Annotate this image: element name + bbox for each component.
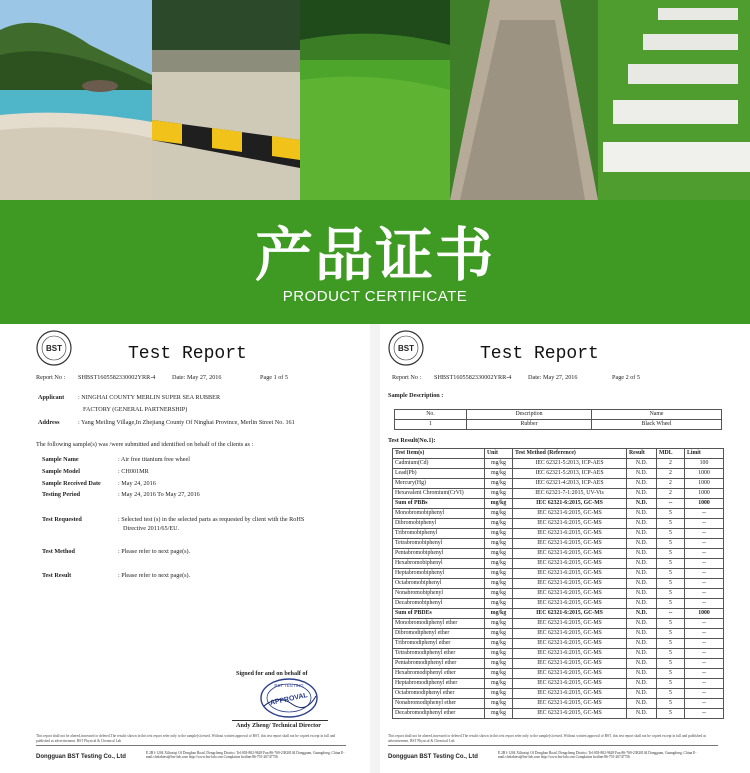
table-cell: N.D. — [627, 549, 657, 559]
table-cell: 5 — [657, 599, 685, 609]
test-report-page-1 — [0, 324, 370, 773]
table-cell: Lead(Pb) — [393, 469, 485, 479]
table-cell: mg/kg — [485, 689, 513, 699]
table-cell: IEC 62321-6:2015, GC-MS — [513, 549, 627, 559]
table-cell: 1000 — [685, 489, 724, 499]
table-cell: mg/kg — [485, 579, 513, 589]
page-number: Page 1 of 5 — [260, 374, 289, 381]
table-row — [393, 699, 724, 709]
table-row — [393, 619, 724, 629]
page-number: Page 2 of 5 — [612, 374, 641, 381]
photo-collage — [0, 0, 750, 200]
signer-name: Andy Zheng/ Technical Director — [236, 722, 321, 729]
table-cell: Monobromobiphenyl — [393, 509, 485, 519]
page-divider — [370, 324, 380, 773]
table-row — [393, 609, 724, 619]
bst-logo-icon — [388, 330, 424, 366]
table-cell: -- — [685, 539, 724, 549]
table-row — [393, 599, 724, 609]
table-cell: -- — [685, 669, 724, 679]
table-cell: 5 — [657, 699, 685, 709]
table-cell: IEC 62321-5:2013, ICP-AES — [513, 469, 627, 479]
table-cell: N.D. — [627, 619, 657, 629]
table-cell: N.D. — [627, 699, 657, 709]
table-row — [393, 499, 724, 509]
table-cell: 1000 — [685, 499, 724, 509]
table-cell: mg/kg — [485, 549, 513, 559]
test-result-table — [392, 448, 724, 719]
table-row — [393, 559, 724, 569]
table-cell: mg/kg — [485, 609, 513, 619]
table-cell: Tribromodiphenyl ether — [393, 639, 485, 649]
table-header-row — [393, 449, 724, 459]
table-cell: 5 — [657, 659, 685, 669]
table-cell: 5 — [657, 689, 685, 699]
logo-text: BST — [398, 344, 414, 353]
table-cell: Black Wheel — [592, 420, 722, 430]
speed-bump-photo — [152, 0, 300, 200]
table-cell: IEC 62321-6:2015, GC-MS — [513, 669, 627, 679]
table-cell: mg/kg — [485, 489, 513, 499]
footer-company-name: Dongguan BST Testing Co., Ltd — [388, 754, 478, 760]
pebble-path-photo — [450, 0, 598, 200]
table-row — [393, 689, 724, 699]
table-cell: IEC 62321-6:2015, GC-MS — [513, 629, 627, 639]
test-method-value: : Please refer to next page(s). — [118, 548, 191, 555]
table-row — [393, 479, 724, 489]
field-value: : May 24, 2016 — [118, 480, 156, 487]
table-cell: IEC 62321-6:2015, GC-MS — [513, 599, 627, 609]
table-cell: 100 — [685, 459, 724, 469]
table-cell: 5 — [657, 579, 685, 589]
table-cell: mg/kg — [485, 559, 513, 569]
table-cell: IEC 62321-6:2015, GC-MS — [513, 639, 627, 649]
table-cell: -- — [685, 619, 724, 629]
applicant-line-1: : NINGHAI COUNTY MERLIN SUPER SEA RUBBER — [78, 394, 221, 401]
table-row — [393, 629, 724, 639]
table-cell: Decabromodiphenyl ether — [393, 709, 485, 719]
table-cell: -- — [685, 549, 724, 559]
table-cell: mg/kg — [485, 679, 513, 689]
table-cell: Nonabromobiphenyl — [393, 589, 485, 599]
table-cell: 1000 — [685, 469, 724, 479]
table-header: Description — [467, 410, 592, 420]
footer-address: E.2B1-1204 Xiliuxiqi Of Dongbao Road, Dongcheng District. Tel:003-882-9628 Fax:86-769-23820104 Dongguan, Guangdong, China E-mail:chelabtest@bst-lab.com http://www.bst-lab.com Complaints hotline:86-755-26747756 — [498, 751, 697, 760]
field-label: Testing Period — [42, 491, 81, 498]
table-cell: N.D. — [627, 539, 657, 549]
table-cell: IEC 62321-5:2013, ICP-AES — [513, 459, 627, 469]
table-cell: N.D. — [627, 609, 657, 619]
table-header: Limit — [685, 449, 724, 459]
table-cell: N.D. — [627, 599, 657, 609]
table-row — [393, 679, 724, 689]
table-cell: N.D. — [627, 649, 657, 659]
table-cell: 5 — [657, 519, 685, 529]
field-label: Sample Model — [42, 468, 80, 475]
table-cell: IEC 62321-6:2015, GC-MS — [513, 579, 627, 589]
table-row — [393, 569, 724, 579]
table-cell: 5 — [657, 679, 685, 689]
footer-company-name: Dongguan BST Testing Co., Ltd — [36, 754, 126, 760]
table-cell: Dibromodiphenyl ether — [393, 629, 485, 639]
table-cell: -- — [685, 559, 724, 569]
field-value: : CH001MR — [118, 468, 149, 475]
test-report-page-2 — [380, 324, 750, 773]
table-cell: mg/kg — [485, 469, 513, 479]
table-cell: 1000 — [685, 479, 724, 489]
table-cell: 5 — [657, 629, 685, 639]
table-cell: N.D. — [627, 499, 657, 509]
table-cell: 5 — [657, 539, 685, 549]
table-cell: Octabromobiphenyl — [393, 579, 485, 589]
table-cell: -- — [657, 499, 685, 509]
table-cell: 5 — [657, 549, 685, 559]
table-cell: 5 — [657, 529, 685, 539]
table-cell: IEC 62321-7-1:2015, UV-Vis — [513, 489, 627, 499]
table-cell: 5 — [657, 639, 685, 649]
table-cell: Hexavalent Chromium(CrVI) — [393, 489, 485, 499]
table-cell: mg/kg — [485, 699, 513, 709]
table-cell: N.D. — [627, 639, 657, 649]
report-date: Date: May 27, 2016 — [172, 374, 222, 381]
disclaimer-text: This report shall not be altered,increased or deleted.The results shown in this test report refer only to the sample(s) tested. Without written approval of BST, this test report shall not be copied except in full and published as advertisement. BST Physical & Chemical Lab — [36, 734, 336, 743]
test-requested-line-1: : Selected test (s) in the selected parts as requested by client with the RoHS — [118, 516, 305, 523]
table-cell: 5 — [657, 669, 685, 679]
table-cell: IEC 62321-6:2015, GC-MS — [513, 689, 627, 699]
report-no-label: Report No : — [36, 374, 66, 381]
table-cell: IEC 62321-6:2015, GC-MS — [513, 529, 627, 539]
stepping-stones-photo — [598, 0, 750, 200]
table-row — [393, 509, 724, 519]
table-header: No. — [395, 410, 467, 420]
test-result-value: : Please refer to next page(s). — [118, 572, 191, 579]
table-cell: mg/kg — [485, 669, 513, 679]
table-row — [393, 519, 724, 529]
table-cell: Tribromobiphenyl — [393, 529, 485, 539]
address-value: : Yang Meiling Village,In Zhejiang County Of Ninghai Province, Merlin Street No. 161 — [78, 419, 295, 426]
table-cell: mg/kg — [485, 629, 513, 639]
table-cell: IEC 62321-6:2015, GC-MS — [513, 499, 627, 509]
table-cell: 1 — [395, 420, 467, 430]
table-cell: -- — [685, 509, 724, 519]
table-cell: -- — [685, 569, 724, 579]
table-cell: 5 — [657, 509, 685, 519]
table-cell: N.D. — [627, 569, 657, 579]
table-cell: Octabromodiphenyl ether — [393, 689, 485, 699]
banner-title-en: PRODUCT CERTIFICATE — [282, 288, 468, 305]
applicant-label: Applicant — [38, 394, 65, 401]
table-cell: IEC 62321-6:2015, GC-MS — [513, 589, 627, 599]
table-cell: N.D. — [627, 709, 657, 719]
table-cell: N.D. — [627, 659, 657, 669]
test-result-label: Test Result(No.1): — [388, 437, 436, 444]
beach-photo — [0, 0, 152, 200]
table-cell: 5 — [657, 559, 685, 569]
table-cell: IEC 62321-6:2015, GC-MS — [513, 569, 627, 579]
table-cell: -- — [685, 689, 724, 699]
table-row — [393, 529, 724, 539]
table-cell: Monobromodiphenyl ether — [393, 619, 485, 629]
report-title: Test Report — [128, 344, 247, 364]
table-cell: mg/kg — [485, 619, 513, 629]
table-cell: Pentabromobiphenyl — [393, 549, 485, 559]
table-cell: mg/kg — [485, 589, 513, 599]
table-cell: mg/kg — [485, 599, 513, 609]
table-cell: IEC 62321-6:2015, GC-MS — [513, 649, 627, 659]
table-cell: IEC 62321-6:2015, GC-MS — [513, 539, 627, 549]
table-cell: IEC 62321-6:2015, GC-MS — [513, 559, 627, 569]
table-cell: Sum of PBDEs — [393, 609, 485, 619]
table-cell: N.D. — [627, 469, 657, 479]
table-row — [393, 489, 724, 499]
table-cell: IEC 62321-6:2015, GC-MS — [513, 609, 627, 619]
table-cell: -- — [685, 629, 724, 639]
table-cell: N.D. — [627, 519, 657, 529]
table-cell: IEC 62321-6:2015, GC-MS — [513, 659, 627, 669]
table-cell: N.D. — [627, 489, 657, 499]
table-cell: 5 — [657, 589, 685, 599]
footer-address: E.2B1-1204 Xiliuxiqi Of Dongbao Road, Dongcheng District. Tel:003-882-9628 Fax:86-769-23820104 Dongguan, Guangdong, China E-mail:chelabtest@bst-lab.com http://www.bst-lab.com Complaints hotline:86-755-26747756 — [146, 751, 345, 760]
field-label: Sample Name — [42, 456, 79, 463]
table-cell: N.D. — [627, 479, 657, 489]
table-row — [393, 649, 724, 659]
table-cell: 2 — [657, 479, 685, 489]
stamp-top-text: BST TESTING — [274, 683, 304, 688]
report-no-label: Report No : — [392, 374, 422, 381]
table-cell: mg/kg — [485, 649, 513, 659]
footer-rule — [36, 745, 346, 746]
report-no: SHBST1605582330002YRR-4 — [434, 374, 512, 381]
table-cell: mg/kg — [485, 529, 513, 539]
table-cell: -- — [685, 649, 724, 659]
table-row — [393, 579, 724, 589]
table-cell: Rubber — [467, 420, 592, 430]
table-cell: 2 — [657, 469, 685, 479]
table-cell: mg/kg — [485, 709, 513, 719]
table-cell: IEC 62321-6:2015, GC-MS — [513, 699, 627, 709]
table-cell: Heptabromodiphenyl ether — [393, 679, 485, 689]
lawn-photo — [300, 0, 450, 200]
signed-for-text: Signed for and on behalf of — [236, 670, 308, 677]
table-header: Unit — [485, 449, 513, 459]
table-cell: -- — [657, 609, 685, 619]
disclaimer-text: This report shall not be altered,increased or deleted.The results shown in this test report refer only to the sample(s) tested. Without written approval of BST, this test report shall not be copied except in full and published as advertisement. BST Physical & Chemical Lab — [388, 734, 706, 743]
table-cell: -- — [685, 699, 724, 709]
table-cell: N.D. — [627, 669, 657, 679]
table-cell: -- — [685, 639, 724, 649]
table-cell: IEC 62321-6:2015, GC-MS — [513, 519, 627, 529]
intro-text: The following sample(s) was /were submitted and identified on behalf of the clients as : — [36, 441, 254, 448]
table-header: Test Item(s) — [393, 449, 485, 459]
table-cell: mg/kg — [485, 539, 513, 549]
table-cell: 1000 — [685, 609, 724, 619]
table-row — [393, 469, 724, 479]
table-cell: N.D. — [627, 579, 657, 589]
table-cell: -- — [685, 579, 724, 589]
table-header: Test Method (Reference) — [513, 449, 627, 459]
table-cell: IEC 62321-6:2015, GC-MS — [513, 619, 627, 629]
table-cell: 5 — [657, 619, 685, 629]
table-cell: N.D. — [627, 689, 657, 699]
table-cell: N.D. — [627, 459, 657, 469]
table-row — [393, 709, 724, 719]
bst-logo-icon — [36, 330, 72, 366]
table-cell: -- — [685, 709, 724, 719]
table-cell: N.D. — [627, 559, 657, 569]
table-cell: Heptabromobiphenyl — [393, 569, 485, 579]
table-cell: Tetrabromodiphenyl ether — [393, 649, 485, 659]
signature-line — [232, 720, 328, 721]
table-cell: mg/kg — [485, 499, 513, 509]
table-cell: 5 — [657, 649, 685, 659]
address-label: Address — [38, 419, 60, 426]
table-row — [393, 539, 724, 549]
test-requested-label: Test Requested — [42, 516, 82, 523]
table-cell: -- — [685, 679, 724, 689]
table-cell: -- — [685, 599, 724, 609]
table-cell: IEC 62321-6:2015, GC-MS — [513, 679, 627, 689]
table-cell: -- — [685, 519, 724, 529]
table-cell: 2 — [657, 489, 685, 499]
table-row — [393, 639, 724, 649]
table-row — [393, 659, 724, 669]
table-cell: N.D. — [627, 589, 657, 599]
field-value: : May 24, 2016 To May 27, 2016 — [118, 491, 200, 498]
table-cell: 5 — [657, 569, 685, 579]
stamp-text: APPROVAL — [269, 692, 309, 707]
table-header: MDL — [657, 449, 685, 459]
test-method-label: Test Method — [42, 548, 75, 555]
table-cell: IEC 62321-6:2015, GC-MS — [513, 509, 627, 519]
table-cell: N.D. — [627, 529, 657, 539]
table-cell: mg/kg — [485, 569, 513, 579]
table-header: Name — [592, 410, 722, 420]
applicant-line-2: FACTORY (GENERAL PARTNERSHIP) — [83, 406, 188, 413]
test-requested-line-2: Directive 2011/65/EU. — [123, 525, 180, 532]
table-cell: mg/kg — [485, 509, 513, 519]
table-row — [393, 459, 724, 469]
table-header: Result — [627, 449, 657, 459]
table-cell: N.D. — [627, 629, 657, 639]
table-cell: IEC 62321-4:2013, ICP-AES — [513, 479, 627, 489]
logo-text: BST — [46, 344, 62, 353]
report-title: Test Report — [480, 344, 599, 364]
table-cell: Tetrabromobiphenyl — [393, 539, 485, 549]
field-value: : Air free titanium free wheel — [118, 456, 190, 463]
table-cell: mg/kg — [485, 639, 513, 649]
approval-stamp-icon — [258, 676, 320, 720]
footer-rule — [388, 745, 718, 746]
table-cell: Sum of PBBs — [393, 499, 485, 509]
table-cell: Decabromobiphenyl — [393, 599, 485, 609]
table-cell: -- — [685, 659, 724, 669]
report-no: SHBST1605582330002YRR-4 — [78, 374, 156, 381]
table-cell: N.D. — [627, 679, 657, 689]
table-cell: 5 — [657, 709, 685, 719]
test-result-label: Test Result — [42, 572, 72, 579]
table-cell: -- — [685, 589, 724, 599]
certificate-banner — [0, 200, 750, 324]
table-row — [393, 669, 724, 679]
table-row — [393, 589, 724, 599]
sample-description-label: Sample Description : — [388, 392, 444, 399]
table-cell: Mercury(Hg) — [393, 479, 485, 489]
table-cell: Hexabromobiphenyl — [393, 559, 485, 569]
table-cell: Nonabromodiphenyl ether — [393, 699, 485, 709]
table-cell: mg/kg — [485, 519, 513, 529]
report-date: Date: May 27, 2016 — [528, 374, 578, 381]
banner-title-cn: 产品证书 — [254, 221, 495, 289]
table-row — [393, 549, 724, 559]
table-cell: -- — [685, 529, 724, 539]
table-cell: N.D. — [627, 509, 657, 519]
table-cell: mg/kg — [485, 459, 513, 469]
table-cell: mg/kg — [485, 479, 513, 489]
table-cell: 2 — [657, 459, 685, 469]
table-cell: mg/kg — [485, 659, 513, 669]
table-cell: Pentabromodiphenyl ether — [393, 659, 485, 669]
table-cell: Dibromobiphenyl — [393, 519, 485, 529]
table-cell: Cadmium(Cd) — [393, 459, 485, 469]
field-label: Sample Received Date — [42, 480, 101, 487]
table-cell: Hexabromodiphenyl ether — [393, 669, 485, 679]
table-cell: IEC 62321-6:2015, GC-MS — [513, 709, 627, 719]
table-row — [395, 420, 722, 430]
table-header-row — [395, 410, 722, 420]
sample-description-table — [394, 409, 722, 430]
